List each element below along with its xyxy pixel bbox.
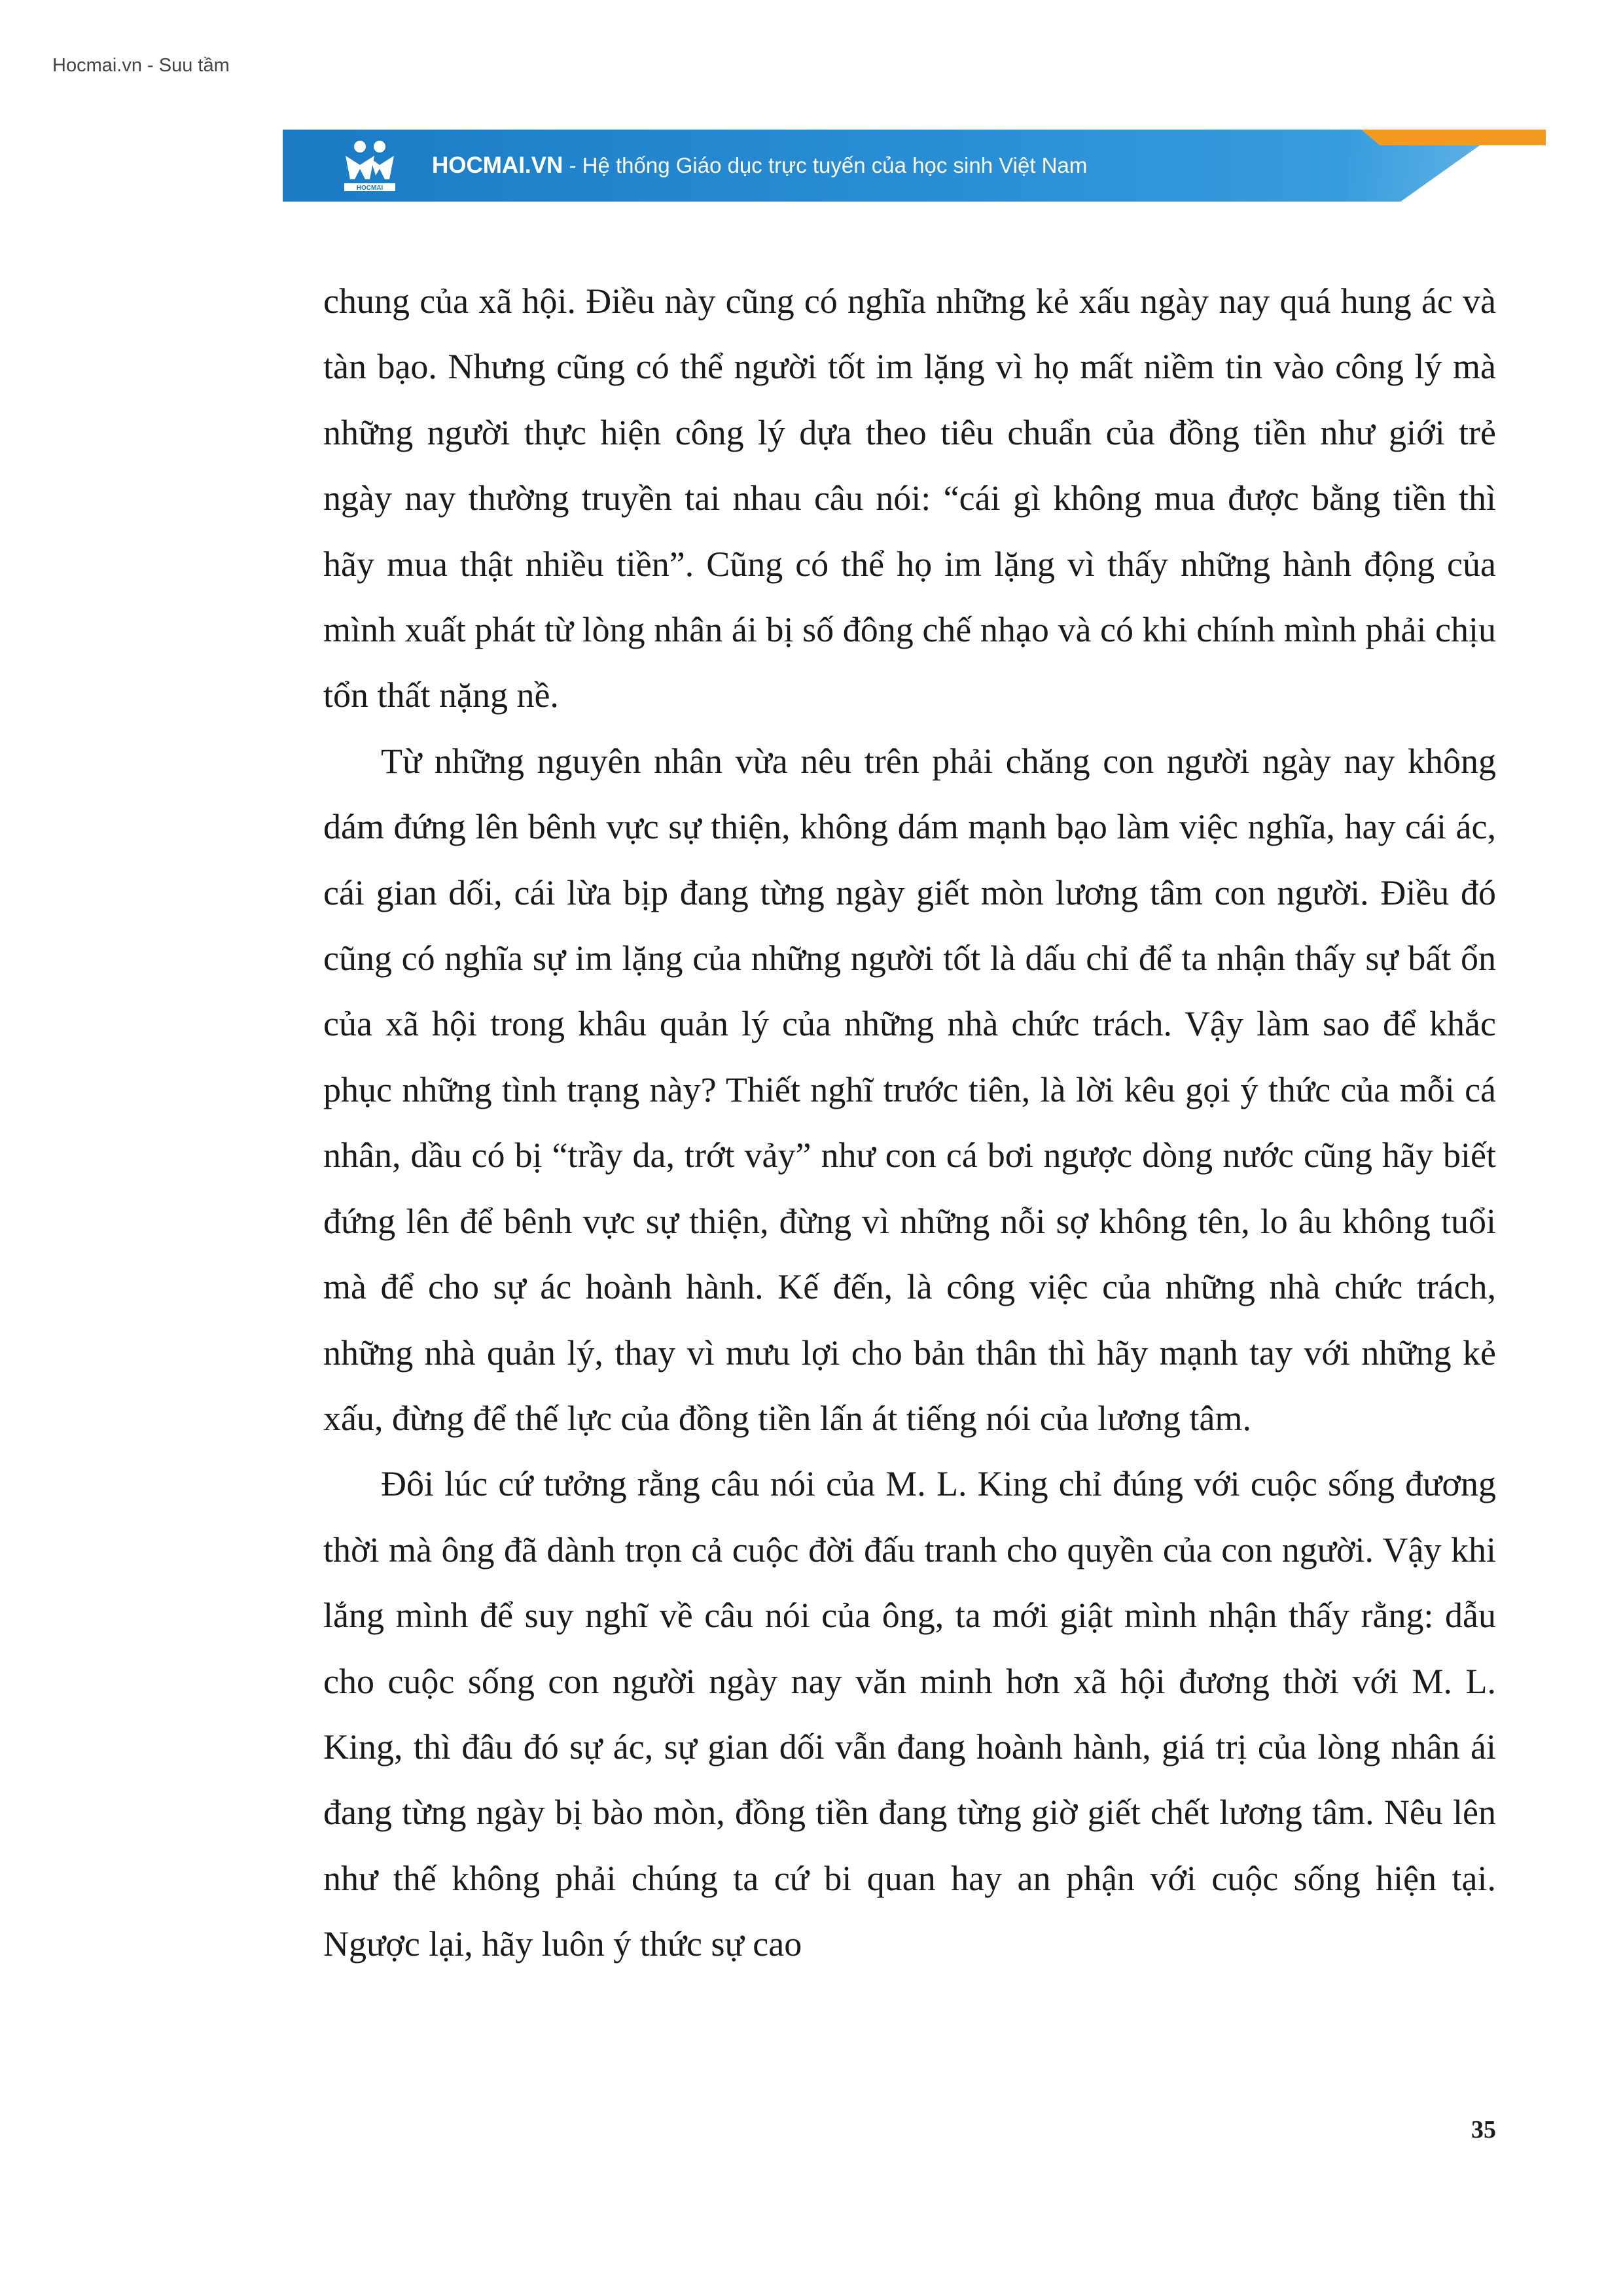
paragraph: Từ những nguyên nhân vừa nêu trên phải chăng con người ngày nay không dám đứng lên bênh vực sự thiện, không dám mạnh bạo làm việc nghĩa, hay cái ác, cái gian dối, cái lừa bịp đang từng ngày giết mòn lương tâm con người. Điều đó cũng có nghĩa sự im lặng của những người tốt là dấu chỉ để ta nhận thấy sự bất ổn của xã hội trong khâu quản lý của những nhà chức trách. Vậy làm sao để khắc phục những tình trạng này? Thiết nghĩ trước tiên, là lời kêu gọi ý thức của mỗi cá nhân, dầu có bị “trầy da, trớt vảy” như con cá bơi ngược dòng nước cũng hãy biết đứng lên để bênh vực sự thiện, đừng vì những nỗi sợ không tên, lo âu không tuổi mà để cho sự ác hoành hành. Kế đến, là công việc của những nhà chức trách, những nhà quản lý, thay vì mưu lợi cho bản thân thì hãy mạnh tay với những kẻ xấu, đừng để thế lực của đồng tiền lấn át tiếng nói của lương tâm.	[323, 741, 1496, 1438]
source-note: Hocmai.vn - Suu tầm	[52, 55, 230, 76]
brand-tagline: - Hệ thống Giáo dục trực tuyến của học sinh Việt Nam	[563, 153, 1088, 177]
brand-name: HOCMAI.VN	[432, 152, 563, 178]
people-logo-icon	[340, 139, 399, 194]
essay-body	[323, 268, 1496, 1977]
paragraph: Đôi lúc cứ tưởng rằng câu nói của M. L. King chỉ đúng với cuộc sống đương thời mà ông đã dành trọn cả cuộc đời đấu tranh cho quyền của con người. Vậy khi lắng mình để suy nghĩ về câu nói của ông, ta mới giật mình nhận thấy rằng: dẫu cho cuộc sống con người ngày nay văn minh hơn xã hội đương thời với M. L. King, thì đâu đó sự ác, sự gian dối vẫn đang hoành hành, giá trị của lòng nhân ái đang từng ngày bị bào mòn, đồng tiền đang từng giờ giết chết lương tâm. Nêu lên như thế không phải chúng ta cứ bi quan hay an phận với cuộc sống hiện tại. Ngược lại, hãy luôn ý thức sự cao	[323, 1464, 1496, 1964]
paragraph-continued: chung của xã hội. Điều này cũng có nghĩa những kẻ xấu ngày nay quá hung ác và tàn bạo. Nhưng cũng có thể người tốt im lặng vì họ mất niềm tin vào công lý mà những người thực hiện công lý dựa theo tiêu chuẩn của đồng tiền như giới trẻ ngày nay thường truyền tai nhau câu nói: “cái gì không mua được bằng tiền thì hãy mua thật nhiều tiền”. Cũng có thể họ im lặng vì thấy những hành động của mình xuất phát từ lòng nhân ái bị số đông chế nhạo và có khi chính mình phải chịu tổn thất nặng nề.	[323, 281, 1496, 715]
page-number: 35	[1471, 2116, 1496, 2144]
logo-label: HOCMAI	[356, 185, 383, 192]
banner-title	[432, 152, 1087, 179]
banner-orange-stripe	[1361, 130, 1546, 145]
